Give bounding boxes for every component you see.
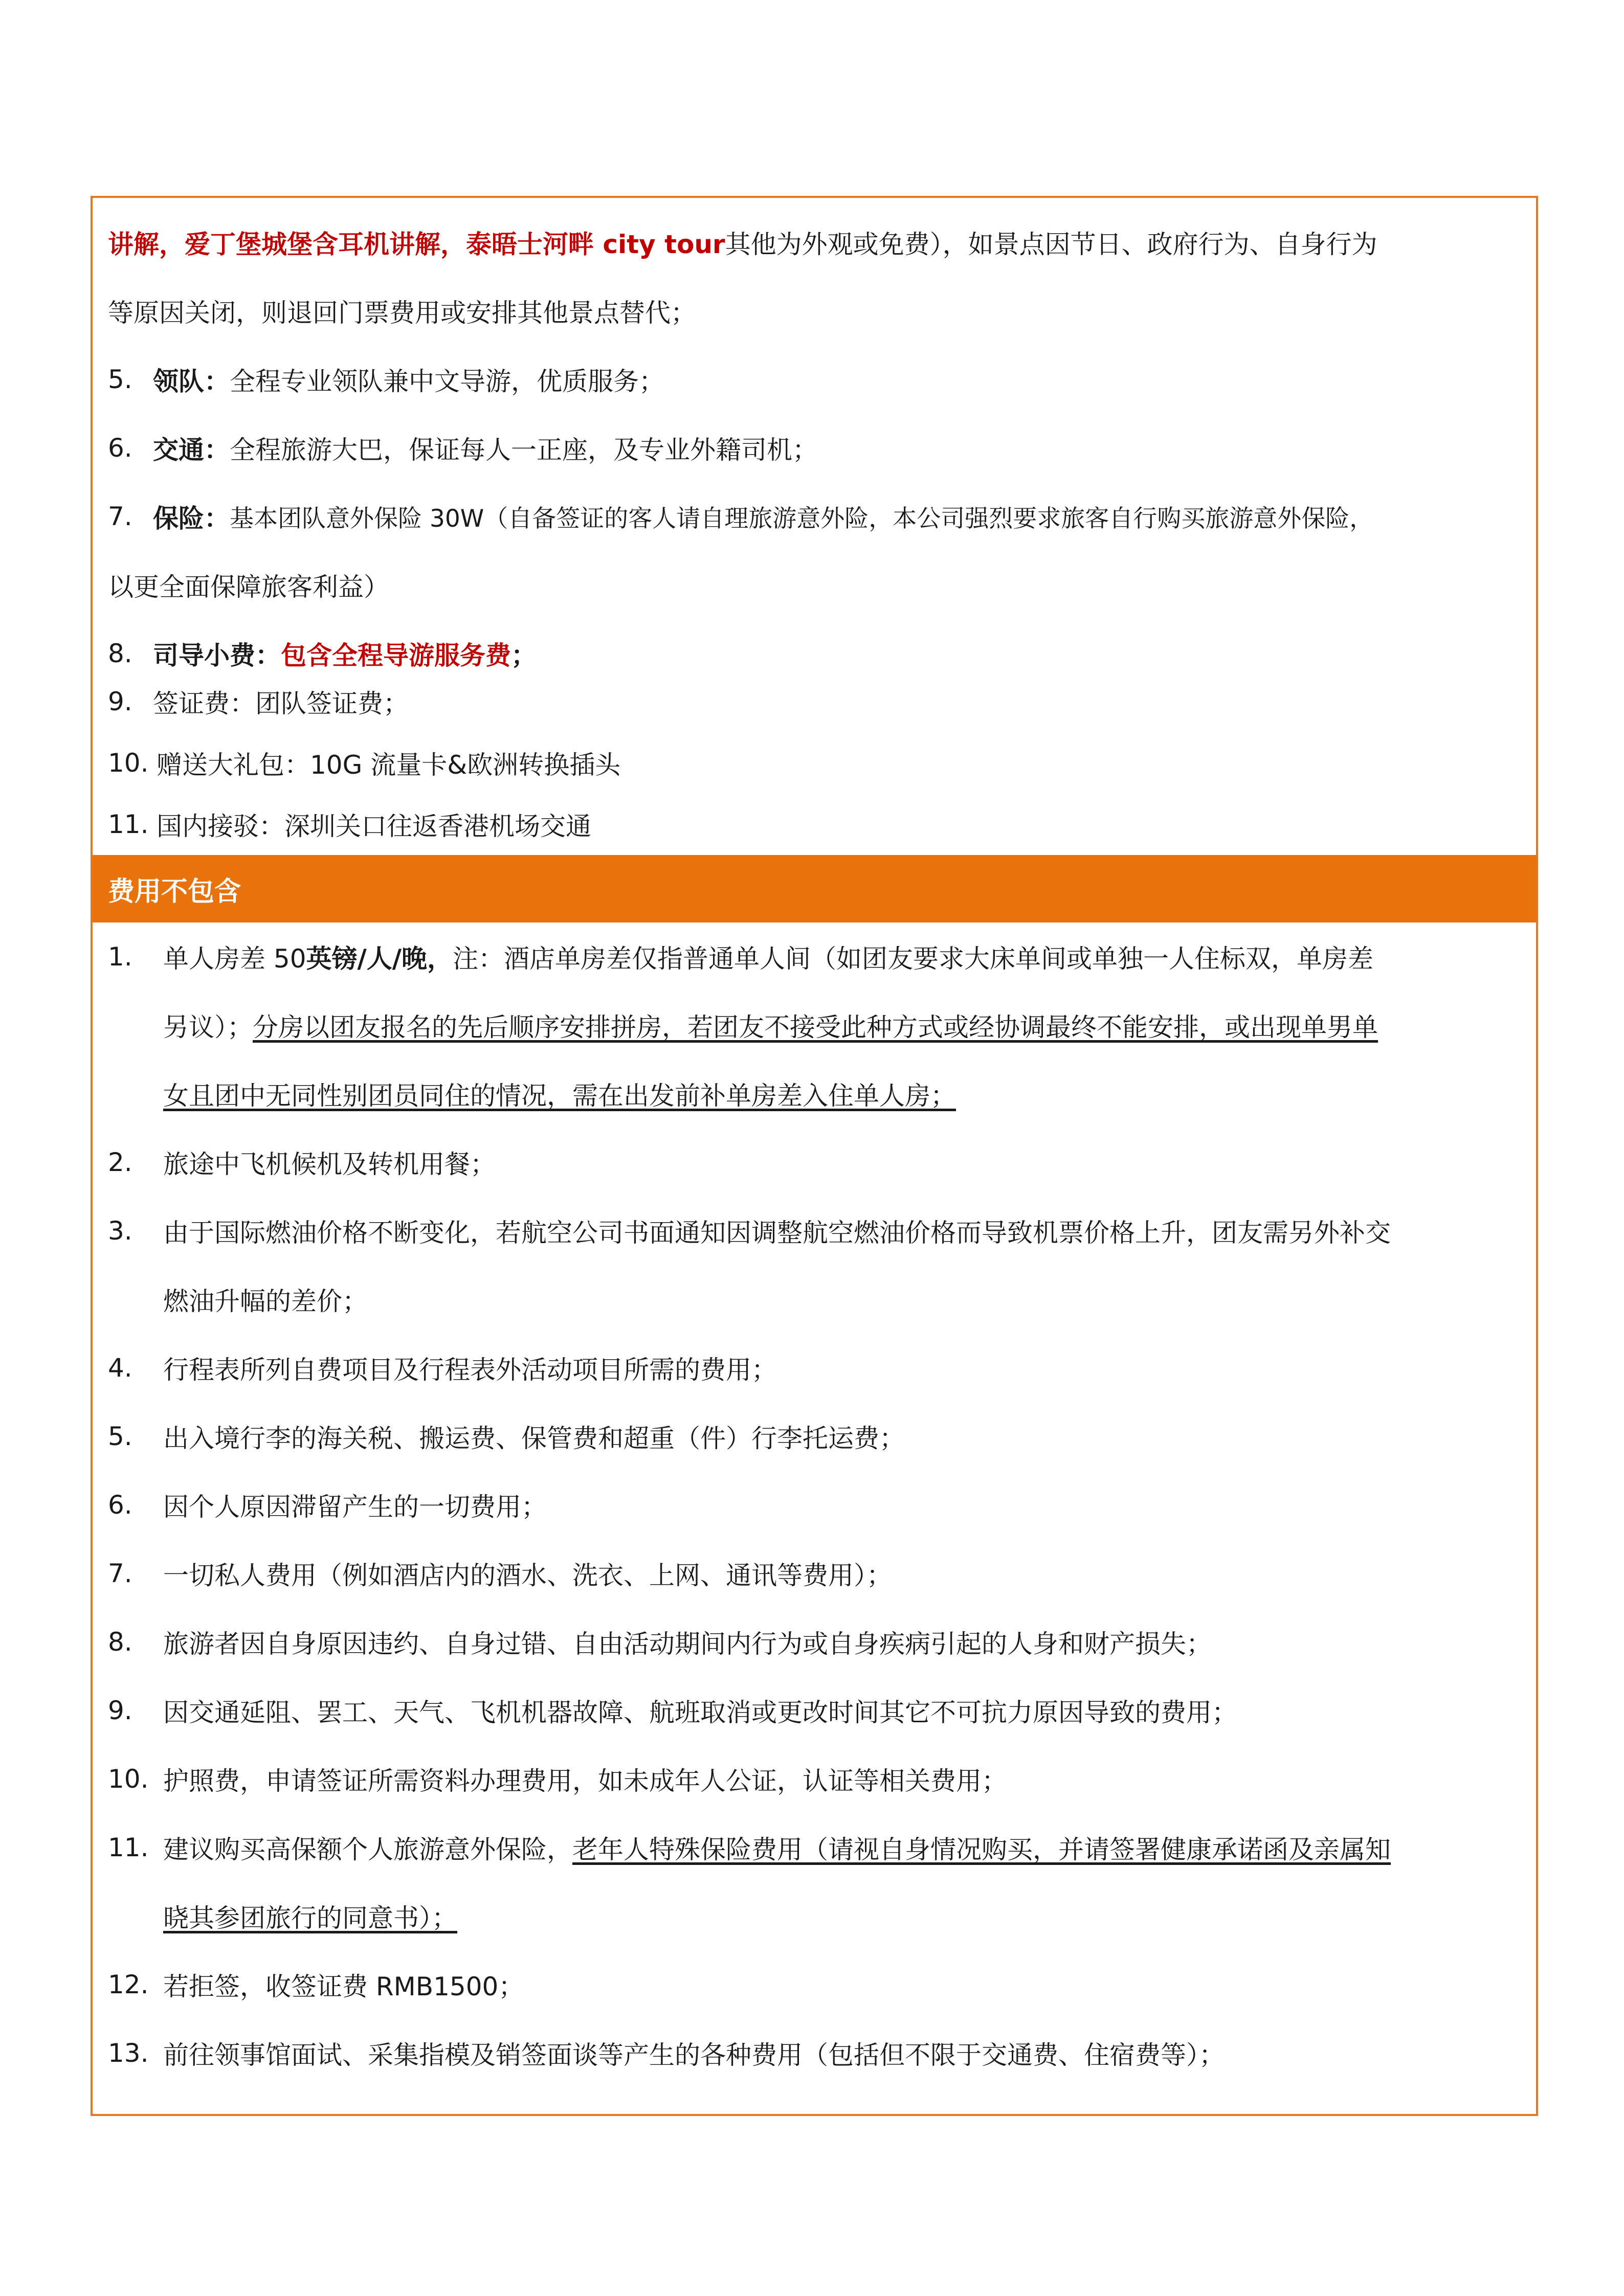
cost-table	[91, 196, 1538, 2116]
item-text: 因个人原因滞留产生的一切费用；	[163, 1492, 547, 1522]
item-number: 1.	[108, 942, 132, 972]
item-bold: 英镑/人/晚，	[306, 944, 453, 974]
item-text: 注：酒店单房差仅指普通单人间（如团友要求大床单间或单独一人住标双，单房差	[453, 944, 1374, 974]
item-label: 交通：	[153, 435, 230, 465]
item-text: 单人房差 50	[163, 944, 306, 974]
excluded-item-8	[108, 1608, 1525, 1676]
item-underlined: 女且团中无同性别团员同住的情况，需在出发前补单房差入住单人房；	[163, 1081, 956, 1111]
excluded-item-3	[108, 1197, 1525, 1265]
item-label: 领队：	[153, 367, 230, 396]
intro-highlight: 讲解，爱丁堡城堡含耳机讲解，泰晤士河畔 city tour	[108, 230, 725, 259]
item-text: 另议）；	[163, 1012, 253, 1042]
item-text: 行程表所列自费项目及行程表外活动项目所需的费用；	[163, 1355, 777, 1385]
included-item-7	[108, 482, 1525, 551]
item-number: 8.	[108, 639, 132, 668]
included-intro-line1	[108, 208, 1525, 277]
item-number: 12.	[108, 1970, 149, 1999]
included-intro-line2: 等原因关闭，则退回门票费用或安排其他景点替代；	[108, 298, 696, 328]
item-text: 由于国际燃油价格不断变化，若航空公司书面通知因调整航空燃油价格而导致机票价格上升，团友需另外补交	[163, 1218, 1391, 1248]
item-text: 全程专业领队兼中文导游，优质服务；	[230, 367, 664, 396]
excluded-item-11-cont	[163, 1882, 1524, 1950]
item-number: 11.	[108, 1833, 149, 1862]
excluded-item-13	[108, 2019, 1525, 2087]
excluded-item-11	[108, 1813, 1525, 1882]
item-number: 7.	[108, 1559, 132, 1588]
item-text: 因交通延阻、罢工、天气、飞机机器故障、航班取消或更改时间其它不可抗力原因导致的费用；	[163, 1698, 1237, 1727]
item-text: 基本团队意外保险 30W（自备签证的客人请自理旅游意外险，本公司强烈要求旅客自行购买旅游意外保险，	[230, 504, 1374, 533]
item-underlined: 分房以团友报名的先后顺序安排拼房，若团友不接受此种方式或经协调最终不能安排，或出现单男单	[253, 1012, 1378, 1042]
excluded-item-12	[108, 1950, 1525, 2019]
excluded-item-10	[108, 1745, 1525, 1813]
excluded-header-bar	[93, 855, 1536, 922]
item-text: 一切私人费用（例如酒店内的酒水、洗衣、上网、通讯等费用）；	[163, 1561, 892, 1590]
item-number: 3.	[108, 1216, 132, 1246]
item-number: 13.	[108, 2038, 149, 2068]
item-text: 若拒签，收签证费 RMB1500；	[163, 1972, 524, 2001]
included-item-5	[108, 345, 1525, 414]
item-number: 4.	[108, 1353, 132, 1383]
item-highlight: 包含全程导游服务费	[281, 641, 511, 670]
intro-rest: 其他为外观或免费），如景点因节日、政府行为、自身行为	[725, 230, 1377, 259]
item-text: 全程旅游大巴，保证每人一正座，及专业外籍司机；	[230, 435, 818, 465]
item-number: 10.	[108, 748, 149, 778]
excluded-item-1	[108, 922, 1525, 991]
item-text: 建议购买高保额个人旅游意外保险，	[163, 1835, 572, 1864]
item-underlined: 晓其参团旅行的同意书）；	[163, 1903, 457, 1933]
item-number: 9.	[108, 687, 132, 716]
item-number: 5.	[108, 365, 132, 394]
item-label: 保险：	[153, 504, 230, 533]
included-item-7-cont: 以更全面保障旅客利益）	[108, 572, 389, 602]
excluded-item-7	[108, 1539, 1525, 1608]
item-text: 国内接驳：深圳关口往返香港机场交通	[157, 812, 591, 841]
item-text: 旅途中飞机候机及转机用餐；	[163, 1150, 496, 1179]
excluded-item-9	[108, 1676, 1525, 1745]
excluded-item-6	[108, 1471, 1525, 1539]
item-number: 6.	[108, 433, 132, 463]
item-text: 旅游者因自身原因违约、自身过错、自由活动期间内行为或自身疾病引起的人身和财产损失；	[163, 1629, 1212, 1659]
item-tail: ；	[511, 641, 537, 670]
excluded-item-5	[108, 1402, 1525, 1471]
excluded-item-3-cont: 燃油升幅的差价；	[163, 1287, 368, 1316]
item-number: 10.	[108, 1764, 149, 1794]
included-item-10	[108, 735, 1525, 791]
included-item-11	[108, 796, 1525, 852]
item-text: 出入境行李的海关税、搬运费、保管费和超重（件）行李托运费；	[163, 1424, 905, 1453]
item-number: 5.	[108, 1422, 132, 1451]
item-number: 6.	[108, 1490, 132, 1520]
excluded-item-1-line3	[163, 1060, 1524, 1128]
item-number: 8.	[108, 1627, 132, 1657]
included-item-9	[108, 673, 1525, 730]
item-label: 司导小费：	[153, 641, 281, 670]
included-item-6	[108, 414, 1525, 482]
item-text: 护照费，申请签证所需资料办理费用，如未成年人公证，认证等相关费用；	[163, 1766, 1007, 1796]
item-number: 7.	[108, 502, 132, 531]
excluded-header: 费用不包含	[108, 876, 241, 907]
item-text: 赠送大礼包：10G 流量卡&欧洲转换插头	[157, 750, 621, 780]
excluded-item-4	[108, 1334, 1525, 1402]
item-text: 签证费：团队签证费；	[153, 689, 409, 718]
item-text: 前往领事馆面试、采集指模及销签面谈等产生的各种费用（包括但不限于交通费、住宿费等）；	[163, 2040, 1225, 2070]
item-underlined: 老年人特殊保险费用（请视自身情况购买，并请签署健康承诺函及亲属知	[572, 1835, 1391, 1864]
item-number: 11.	[108, 809, 149, 839]
excluded-item-1-line2	[163, 991, 1524, 1060]
excluded-item-2	[108, 1128, 1525, 1197]
item-number: 2.	[108, 1147, 132, 1177]
item-number: 9.	[108, 1696, 132, 1725]
